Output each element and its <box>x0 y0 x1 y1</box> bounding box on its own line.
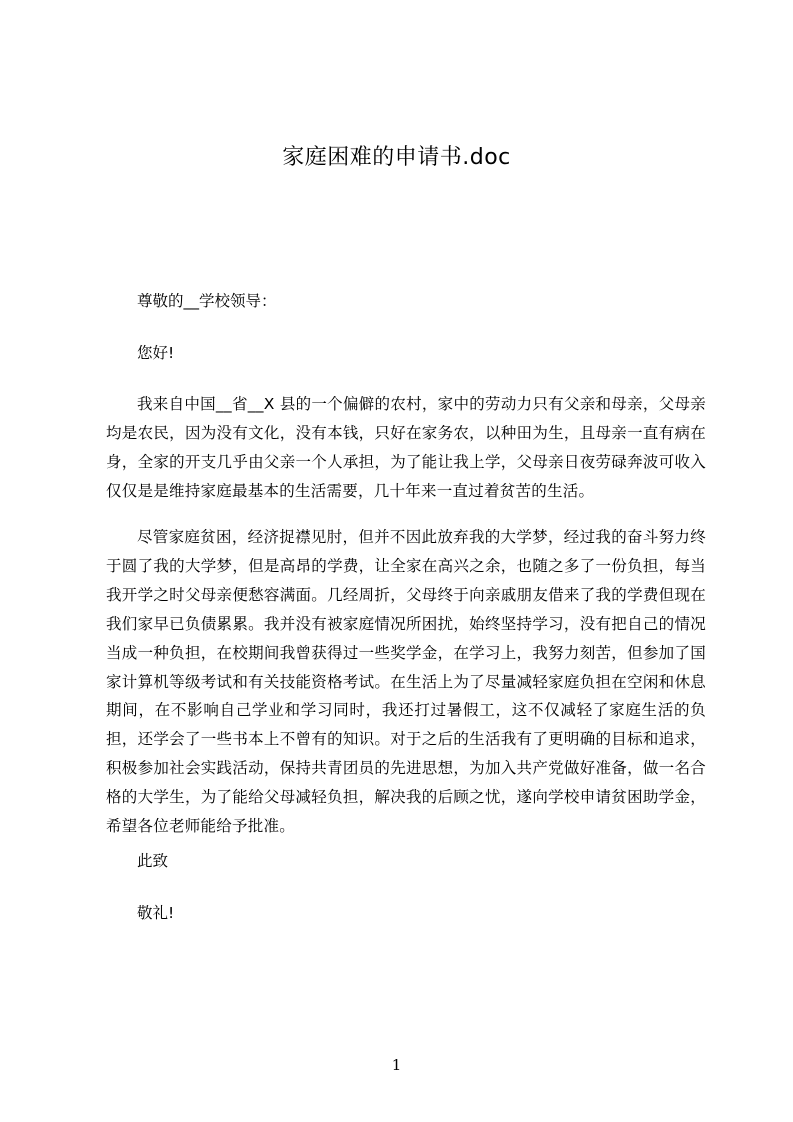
greeting-text: 您好! <box>137 344 175 362</box>
closing-text: 此致 <box>137 852 169 870</box>
page-number: 1 <box>391 1056 402 1074</box>
salutation-text: 尊敬的__学校领导： <box>137 292 277 310</box>
body-paragraph-1: 我来自中国__省__X 县的一个偏僻的农村，家中的劳动力只有父亲和母亲，父母亲均是农民，因为没有文化，没有本钱，只好在家务农，以种田为生，且母亲一直有病在身，全家的开支几乎由父亲一个人承担，为了能让我上学，父母亲日夜劳碌奔波可收入仅仅是是维持家庭最基本的生活需要，几十年来一直过着贫苦的生活。 <box>106 395 706 500</box>
regards-text: 敬礼! <box>137 904 175 922</box>
body-paragraph-2: 尽管家庭贫困，经济捉襟见肘，但并不因此放弃我的大学梦，经过我的奋斗努力终于圆了我的大学梦，但是高昂的学费，让全家在高兴之余，也随之多了一份负担，每当我开学之时父母亲便愁容满面。几经周折，父母终于向亲戚朋友借来了我的学费但现在我们家早已负债累累。我并没有被家庭情况所困扰，始终坚持学习，没有把自己的情况当成一种负担，在校期间我曾获得过一些奖学金，在学习上，我努力刻苦，但参加了国家计算机等级考试和有关技能资格考试。在生活上为了尽量减轻家庭负担在空闲和休息期间，在不影响自己学业和学习同时，我还打过暑假工，这不仅减轻了家庭生活的负担，还学会了一些书本上不曾有的知识。对于之后的生活我有了更明确的目标和追求，积极参加社会实践活动，保持共青团员的先进思想，为加入共产党做好准备，做一名合格的大学生，为了能给父母减轻负担，解决我的后顾之忧，遂向学校申请贫困助学金，希望各位老师能给予批准。 <box>106 528 706 836</box>
document-title: 家庭困难的申请书.doc <box>282 145 511 170</box>
